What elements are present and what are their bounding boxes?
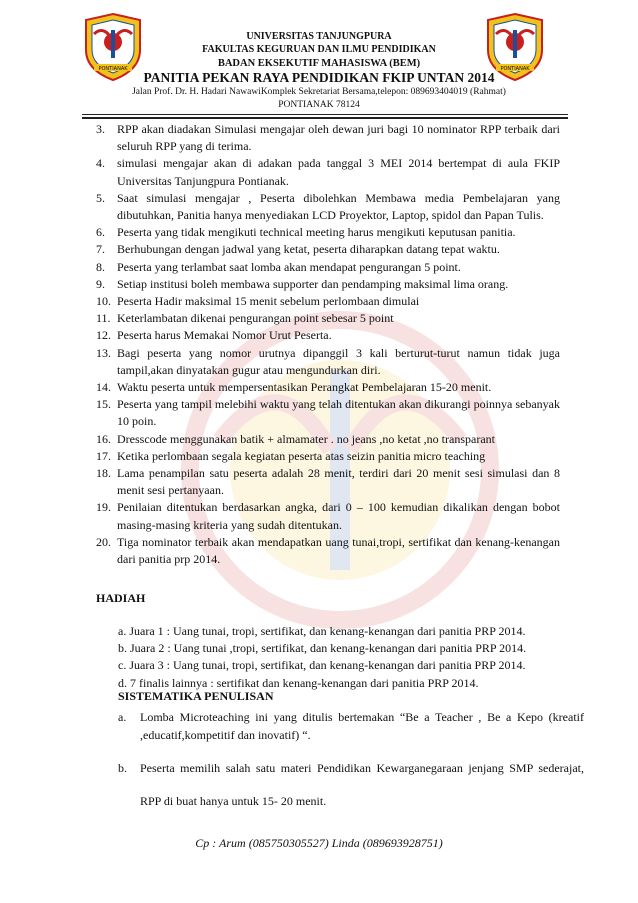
rule-text: Peserta yang terlambat saat lomba akan mendapat pengurangan 5 point. [117, 259, 461, 274]
rule-item [96, 190, 560, 224]
rule-item [96, 534, 560, 568]
letterhead-divider-thick [82, 117, 568, 119]
rule-number: 7. [96, 242, 105, 257]
rule-text: Penilaian ditentukan berdasarkan angka, dari 0 – 100 kemudian dikalikan dengan bobot masing-masing kriteria yang sudah ditentukan. [117, 500, 560, 532]
rule-number: 15. [96, 397, 111, 412]
logo-left-text: PONTIANAK [98, 66, 128, 72]
prize-item: a. Juara 1 : Uang tunai, tropi, sertifikat, dan kenang-kenangan dari panitia PRP 2014. [118, 624, 526, 638]
rule-text: Peserta harus Memakai Nomor Urut Peserta. [117, 328, 332, 343]
rule-number: 12. [96, 328, 111, 343]
rule-item [96, 241, 560, 258]
letterhead-address: Jalan Prof. Dr. H. Hadari NawawiKomplek Sekretariat Bersama,telepon: 089693404019 (Rahmat) [132, 87, 506, 97]
writing-system-text: Peserta memilih salah satu materi Pendidikan Kewarganegaraan jenjang SMP sederajat, RPP di buat hanya untuk 15- 20 menit. [140, 761, 584, 808]
letterhead-city: PONTIANAK 78124 [278, 100, 360, 110]
prize-item: c. Juara 3 : Uang tunai, tropi, sertifikat, dan kenang-kenangan dari panitia PRP 2014. [118, 658, 526, 673]
rule-text: Waktu peserta untuk mempersentasikan Perangkat Pembelajaran 15-20 menit. [117, 380, 492, 395]
rule-item [96, 155, 560, 189]
rule-item [96, 224, 560, 241]
rules-list [96, 121, 560, 568]
rule-text: Peserta yang tidak mengikuti technical meeting harus mengikuti keputusan panitia. [117, 225, 516, 240]
rule-number: 18. [96, 466, 111, 481]
rule-item [96, 396, 560, 430]
rule-number: 16. [96, 431, 111, 446]
rule-text: Keterlambatan dikenai pengurangan point sebesar 5 point [117, 311, 394, 326]
letterhead-university: UNIVERSITAS TANJUNGPURA [246, 31, 392, 42]
rule-text: Berhubungan dengan jadwal yang ketat, peserta diharapkan datang tepat waktu. [117, 242, 500, 257]
rule-number: 3. [96, 122, 105, 136]
rule-text: Dresscode menggunakan batik + almamater . no jeans ,no ketat ,no transparant [117, 431, 495, 446]
writing-system-number: b. [118, 761, 127, 775]
rule-item [96, 448, 560, 465]
rule-text: Bagi peserta yang nomor urutnya dipanggil 3 kali berturut-turut namun tidak juga tampil,akan dinyatakan gugur atau mengundurkan diri. [117, 345, 560, 377]
rule-text: Saat simulasi mengajar , Peserta dibolehkan Membawa media Pembelajaran yang dibutuhkan, Panitia hanya menyediakan LCD Proyektor, Laptop, spidol dan Papan Tulis. [117, 190, 560, 223]
rule-number: 6. [96, 225, 105, 240]
rule-item [96, 431, 560, 448]
rule-item [96, 121, 560, 155]
rule-item [96, 259, 560, 276]
writing-system-item [118, 708, 584, 744]
rule-number: 10. [96, 294, 111, 309]
prize-item: b. Juara 2 : Uang tunai ,tropi, sertifikat, dan kenang-kenangan dari panitia PRP 2014. [118, 641, 527, 656]
prize-item: d. 7 finalis lainnya : sertifikat dan kenang-kenangan dari panitia PRP 2014. [118, 675, 479, 690]
rule-text: Peserta yang tampil melebihi waktu yang telah ditentukan akan dikurangi poinnya sebanyak 10 poin. [117, 397, 560, 429]
prize-heading: HADIAH [96, 591, 146, 605]
writing-system-item [118, 752, 584, 818]
rule-text: Peserta Hadir maksimal 15 menit sebelum perlombaan dimulai [117, 294, 420, 309]
rule-item [96, 327, 560, 344]
rule-item [96, 379, 560, 396]
rule-number: 17. [96, 448, 111, 463]
rule-text: RPP akan diadakan Simulasi mengajar oleh dewan juri bagi 10 nominator RPP terbaik dari seluruh RPP yang di terima. [117, 122, 560, 154]
writing-system-heading: SISTEMATIKA PENULISAN [118, 689, 274, 703]
prize-list [118, 623, 568, 692]
writing-system-text: Lomba Microteaching ini yang ditulis bertemakan “Be a Teacher , Be a Kepo (kreatif ,educatif,kompetitif dan inovatif) “. [140, 710, 584, 742]
writing-system-number: a. [118, 710, 127, 724]
contact-footer: Cp : Arum (085750305527) Linda (089693928751) [195, 836, 443, 850]
logo-right-text: PONTIANAK [500, 66, 530, 72]
rule-item [96, 293, 560, 310]
rule-number: 13. [96, 345, 111, 360]
rule-number: 19. [96, 500, 111, 515]
rule-item [96, 465, 560, 499]
rule-number: 5. [96, 190, 105, 205]
rule-number: 20. [96, 534, 111, 549]
letterhead-bem: BADAN EKSEKUTIF MAHASISWA (BEM) [217, 58, 421, 69]
rule-text: Ketika perlombaan segala kegiatan peserta atas seizin panitia micro teaching [117, 448, 486, 463]
rule-text: Lama penampilan satu peserta adalah 28 menit, terdiri dari 20 menit sesi simulasi dan 8 menit sesi pertanyaan. [117, 466, 560, 498]
rule-item [96, 310, 560, 327]
rule-item [96, 345, 560, 379]
rule-number: 4. [96, 156, 105, 171]
rule-item [96, 499, 560, 533]
rule-number: 8. [96, 259, 105, 274]
rule-number: 11. [96, 311, 111, 326]
rule-text: simulasi mengajar akan di adakan pada tanggal 3 MEI 2014 bertempat di aula FKIP Universitas Tanjungpura Pontianak. [117, 156, 560, 188]
rule-number: 14. [96, 380, 111, 395]
rule-number: 9. [96, 276, 105, 291]
rule-text: Setiap institusi boleh membawa supporter dan pendamping maksimal lima orang. [117, 276, 509, 291]
rule-text: Tiga nominator terbaik akan mendapatkan uang tunai,tropi, sertifikat dan kenang-kenangan dari panitia prp 2014. [117, 534, 560, 567]
letterhead-faculty: FAKULTAS KEGURUAN DAN ILMU PENDIDIKAN [202, 44, 436, 55]
letterhead-divider-thin [82, 114, 568, 115]
letterhead-committee: PANITIA PEKAN RAYA PENDIDIKAN FKIP UNTAN 2014 [143, 70, 495, 85]
rule-item [96, 276, 560, 293]
